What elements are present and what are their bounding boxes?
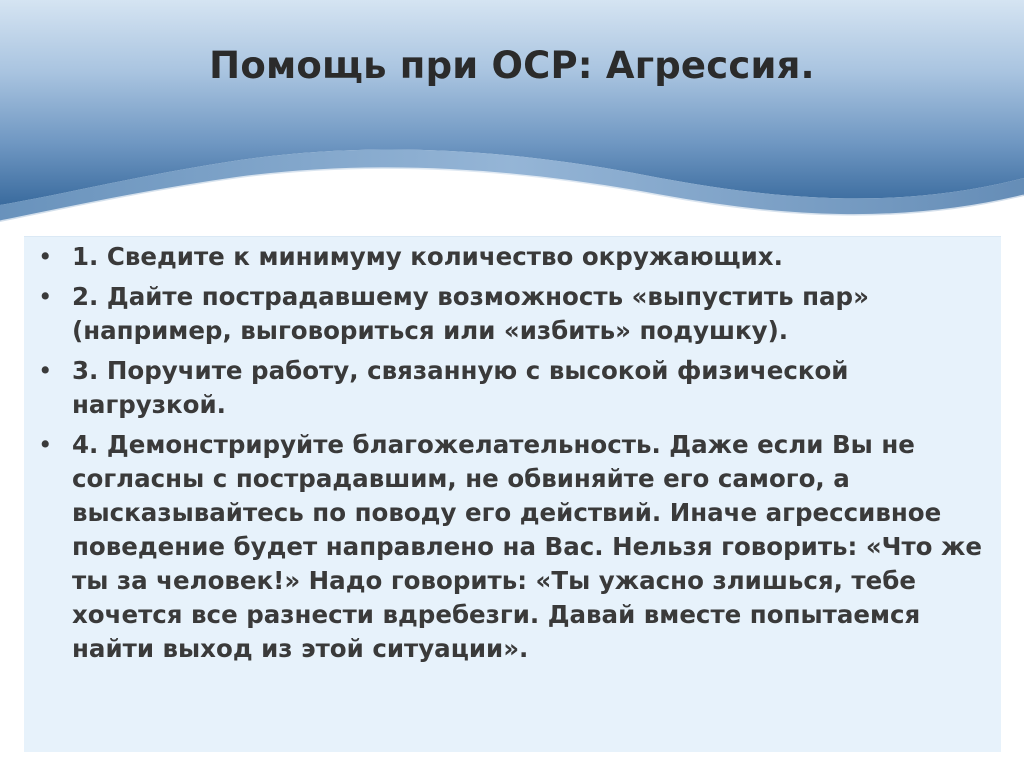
bullet-text: 1. Сведите к минимуму количество окружающих. — [72, 242, 783, 271]
bullet-item — [38, 428, 988, 666]
bullet-list — [38, 240, 988, 672]
bullet-text: 3. Поручите работу, связанную с высокой физической нагрузкой. — [72, 356, 849, 419]
bullet-item — [38, 240, 988, 274]
bullet-dot-icon: • — [38, 282, 53, 311]
slide-title: Помощь при ОСР: Агрессия. — [209, 44, 815, 87]
bullet-dot-icon: • — [38, 242, 53, 271]
header-wave-background — [0, 0, 1024, 230]
bullet-text: 2. Дайте пострадавшему возможность «выпустить пар» (например, выговориться или «избить» подушку). — [72, 282, 869, 345]
bullet-item — [38, 280, 988, 348]
bullet-text: 4. Демонстрируйте благожелательность. Даже если Вы не согласны с пострадавшим, не обвиняйте его самого, а высказывайтесь по поводу его действий. Иначе агрессивное поведение будет направлено на Вас. Нельзя говорить: «Что же ты за человек!» Надо говорить: «Ты ужасно злишься, тебе хочется все разнести вдребезги. Давай вместе попытаемся найти выход из этой ситуации». — [72, 430, 983, 663]
bullet-dot-icon: • — [38, 356, 53, 385]
bullet-item — [38, 354, 988, 422]
bullet-dot-icon: • — [38, 430, 53, 459]
